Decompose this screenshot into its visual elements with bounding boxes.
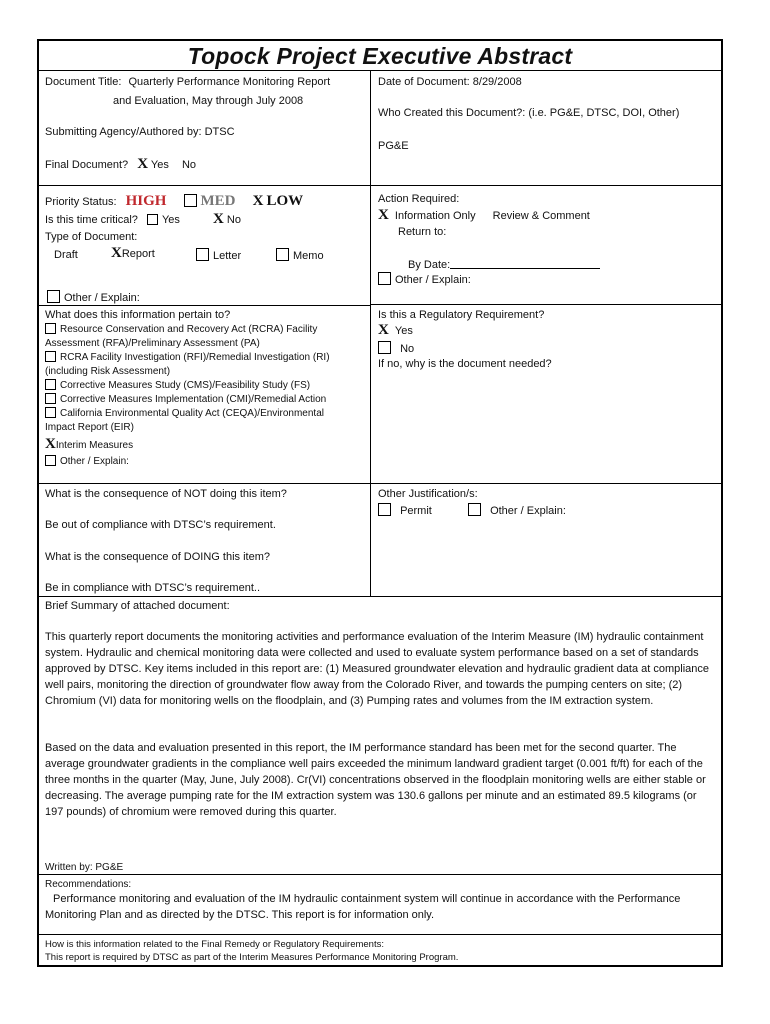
by-date-label: By Date: bbox=[408, 259, 451, 271]
consequence-doing-answer: Be in compliance with DTSC’s requirement.. bbox=[45, 582, 260, 594]
type-letter-checkbox[interactable] bbox=[196, 248, 209, 261]
priority-low-option[interactable]: LOW bbox=[266, 193, 304, 209]
time-critical-yes-checkbox[interactable] bbox=[147, 214, 158, 225]
priority-status-field bbox=[45, 192, 303, 211]
divider bbox=[39, 305, 370, 306]
final-document-label: Final Document? bbox=[45, 159, 129, 171]
pertain-im-option[interactable] bbox=[45, 438, 133, 452]
final-document-field bbox=[45, 157, 196, 172]
type-memo-checkbox[interactable] bbox=[276, 248, 289, 261]
justification-other-label: Other / Explain: bbox=[490, 505, 566, 517]
justification-other-checkbox[interactable] bbox=[468, 503, 481, 516]
written-by: Written by: PG&E bbox=[45, 862, 124, 873]
pertain-rcra-label-cont: Assessment (RFA)/Preliminary Assessment (PA) bbox=[45, 338, 260, 349]
divider bbox=[370, 304, 723, 305]
final-yes-mark[interactable]: X bbox=[137, 156, 149, 172]
column-divider-lower bbox=[370, 483, 371, 596]
pertain-rfi-label-cont: (including Risk Assessment) bbox=[45, 366, 171, 377]
pertain-rcra-checkbox[interactable] bbox=[45, 323, 56, 334]
justification-permit-option[interactable] bbox=[378, 503, 432, 518]
recommendations-label: Recommendations: bbox=[45, 879, 132, 890]
justification-other-option[interactable] bbox=[468, 503, 566, 518]
time-critical-yes-label: Yes bbox=[161, 214, 180, 226]
summary-paragraph-1: This quarterly report documents the monitoring activities and performance evaluation of the Interim Measure (IM) hydraulic containment system. Hydraulic and chemical monitoring data were collected and used to evaluate system performance based on a set of standards approved by DTSC. Key items included in this report are: (1) Measured groundwater elevation and hydraulic gradient data at compliance well pairs, monitoring the direction of groundwater flow away from the Colorado River, and towards the pumping centers on site; (2) Chromium (VI) data for monitoring wells on the floodplain, and (3) Pumping rates and volumes from the IM extraction system. bbox=[45, 631, 710, 707]
type-letter-label: Letter bbox=[213, 250, 242, 262]
who-created-question: Who Created this Document?: (i.e. PG&E, DTSC, DOI, Other) bbox=[378, 107, 680, 119]
relation-question: How is this information related to the Final Remedy or Regulatory Requirements: bbox=[45, 939, 384, 950]
pertain-question: What does this information pertain to? bbox=[45, 309, 231, 321]
regulatory-no-checkbox[interactable] bbox=[378, 341, 391, 354]
action-options bbox=[378, 208, 590, 223]
priority-med-checkbox[interactable] bbox=[184, 194, 197, 207]
document-title-value: Quarterly Performance Monitoring Report bbox=[128, 76, 331, 88]
priority-med-option[interactable]: MED bbox=[200, 193, 236, 209]
by-date-field bbox=[408, 257, 600, 272]
document-title-label: Document Title: bbox=[45, 76, 122, 88]
executive-abstract-form bbox=[37, 39, 723, 967]
regulatory-no-label: No bbox=[400, 343, 415, 355]
by-date-input[interactable] bbox=[450, 257, 600, 269]
document-title-value-cont: and Evaluation, May through July 2008 bbox=[113, 95, 304, 107]
type-report-label: Report bbox=[121, 248, 155, 260]
pertain-rfi-option[interactable] bbox=[45, 351, 330, 364]
document-type-label: Type of Document: bbox=[45, 231, 138, 243]
document-date: Date of Document: 8/29/2008 bbox=[378, 76, 522, 88]
action-return-to: Return to: bbox=[398, 226, 447, 238]
action-other-checkbox[interactable] bbox=[378, 272, 391, 285]
consequence-doing-question: What is the consequence of DOING this item? bbox=[45, 551, 270, 563]
divider bbox=[39, 185, 723, 186]
type-other-label: Other / Explain: bbox=[64, 292, 140, 304]
pertain-im-mark[interactable]: X bbox=[45, 436, 56, 452]
divider bbox=[39, 596, 723, 597]
document-title-field bbox=[45, 75, 330, 89]
pertain-ceqa-label: California Environmental Quality Act (CEQA)/Environmental bbox=[60, 408, 324, 419]
pertain-im-label: Interim Measures bbox=[55, 440, 134, 451]
pertain-other-checkbox[interactable] bbox=[45, 455, 56, 466]
consequence-not-doing-answer: Be out of compliance with DTSC’s requirement. bbox=[45, 519, 276, 531]
page-title: Topock Project Executive Abstract bbox=[187, 43, 573, 69]
pertain-cmi-checkbox[interactable] bbox=[45, 393, 56, 404]
pertain-rfi-checkbox[interactable] bbox=[45, 351, 56, 362]
time-critical-no-label: No bbox=[226, 214, 241, 226]
action-other-option[interactable] bbox=[378, 272, 471, 287]
final-no-option[interactable]: No bbox=[181, 159, 196, 171]
regulatory-no-option[interactable] bbox=[378, 341, 414, 356]
action-other-label: Other / Explain: bbox=[395, 274, 471, 286]
pertain-rcra-option[interactable] bbox=[45, 323, 317, 336]
summary-paragraph-2: Based on the data and evaluation presented in this report, the IM performance standard has been met for the second quarter. The average groundwater gradients in the compliance well pairs exceeded the minimum landward gradient target (0.001 ft/ft) for each of the three months in the quarter (May, June, July 2008). Cr(VI) concentrations observed in the floodplain monitoring wells are either stable or decreasing. The average pumping rate for the IM extraction system was 130.6 gallons per minute and an estimated 89.5 kilograms (or 197 pounds) of chromium were removed during this quarter. bbox=[45, 742, 706, 818]
divider bbox=[39, 934, 723, 935]
justification-permit-label: Permit bbox=[400, 505, 432, 517]
time-critical-label: Is this time critical? bbox=[45, 214, 138, 226]
divider bbox=[39, 874, 723, 875]
priority-status-label: Priority Status: bbox=[45, 196, 117, 208]
time-critical-field bbox=[45, 212, 241, 227]
priority-low-mark[interactable]: X bbox=[252, 193, 264, 209]
pertain-rcra-label: Resource Conservation and Recovery Act (RCRA) Facility bbox=[60, 324, 318, 335]
type-other-checkbox[interactable] bbox=[47, 290, 60, 303]
justification-label: Other Justification/s: bbox=[378, 488, 478, 500]
action-info-mark[interactable]: X bbox=[378, 207, 389, 223]
pertain-other-option[interactable] bbox=[45, 455, 129, 468]
creator-value: PG&E bbox=[378, 140, 409, 152]
pertain-cms-label: Corrective Measures Study (CMS)/Feasibility Study (FS) bbox=[60, 380, 311, 391]
justification-permit-checkbox[interactable] bbox=[378, 503, 391, 516]
pertain-ceqa-checkbox[interactable] bbox=[45, 407, 56, 418]
final-yes-label: Yes bbox=[150, 159, 169, 171]
regulatory-yes-option[interactable] bbox=[378, 323, 413, 338]
consequence-not-doing-question: What is the consequence of NOT doing this item? bbox=[45, 488, 287, 500]
priority-high-option[interactable]: HIGH bbox=[125, 193, 167, 209]
action-review-option[interactable]: Review & Comment bbox=[492, 210, 590, 222]
submitting-agency: Submitting Agency/Authored by: DTSC bbox=[45, 126, 235, 138]
regulatory-question: Is this a Regulatory Requirement? bbox=[378, 309, 545, 321]
type-draft-option[interactable]: Draft bbox=[54, 249, 78, 261]
pertain-cms-option[interactable] bbox=[45, 379, 310, 392]
pertain-cmi-option[interactable] bbox=[45, 393, 326, 406]
action-required-label: Action Required: bbox=[378, 193, 460, 205]
pertain-other-label: Other / Explain: bbox=[60, 456, 129, 467]
pertain-cmi-label: Corrective Measures Implementation (CMI)/Remedial Action bbox=[60, 394, 327, 405]
pertain-ceqa-label-cont: Impact Report (EIR) bbox=[45, 422, 134, 433]
action-info-label: Information Only bbox=[394, 210, 476, 222]
type-letter-option[interactable] bbox=[196, 248, 241, 263]
type-report-option[interactable] bbox=[111, 246, 155, 261]
regulatory-why-question: If no, why is the document needed? bbox=[378, 358, 552, 370]
type-memo-label: Memo bbox=[293, 250, 324, 262]
pertain-cms-checkbox[interactable] bbox=[45, 379, 56, 390]
divider bbox=[39, 483, 723, 484]
relation-answer: This report is required by DTSC as part of the Interim Measures Performance Monitoring Program. bbox=[45, 952, 459, 963]
regulatory-yes-label: Yes bbox=[394, 325, 413, 337]
type-other-option[interactable] bbox=[47, 290, 140, 305]
type-memo-option[interactable] bbox=[276, 248, 324, 263]
recommendations-text: Performance monitoring and evaluation of the IM hydraulic containment system will continue in accordance with the Performance Monitoring Plan and as directed by the DTSC. This report is for information only. bbox=[45, 893, 681, 921]
pertain-ceqa-option[interactable] bbox=[45, 407, 324, 420]
column-divider bbox=[370, 70, 371, 492]
type-report-mark[interactable]: X bbox=[111, 245, 122, 261]
divider bbox=[39, 70, 723, 71]
regulatory-yes-mark[interactable]: X bbox=[378, 322, 389, 338]
time-critical-no-mark[interactable]: X bbox=[213, 211, 224, 227]
summary-label: Brief Summary of attached document: bbox=[45, 600, 230, 612]
pertain-rfi-label: RCRA Facility Investigation (RFI)/Remedial Investigation (RI) bbox=[60, 352, 330, 363]
